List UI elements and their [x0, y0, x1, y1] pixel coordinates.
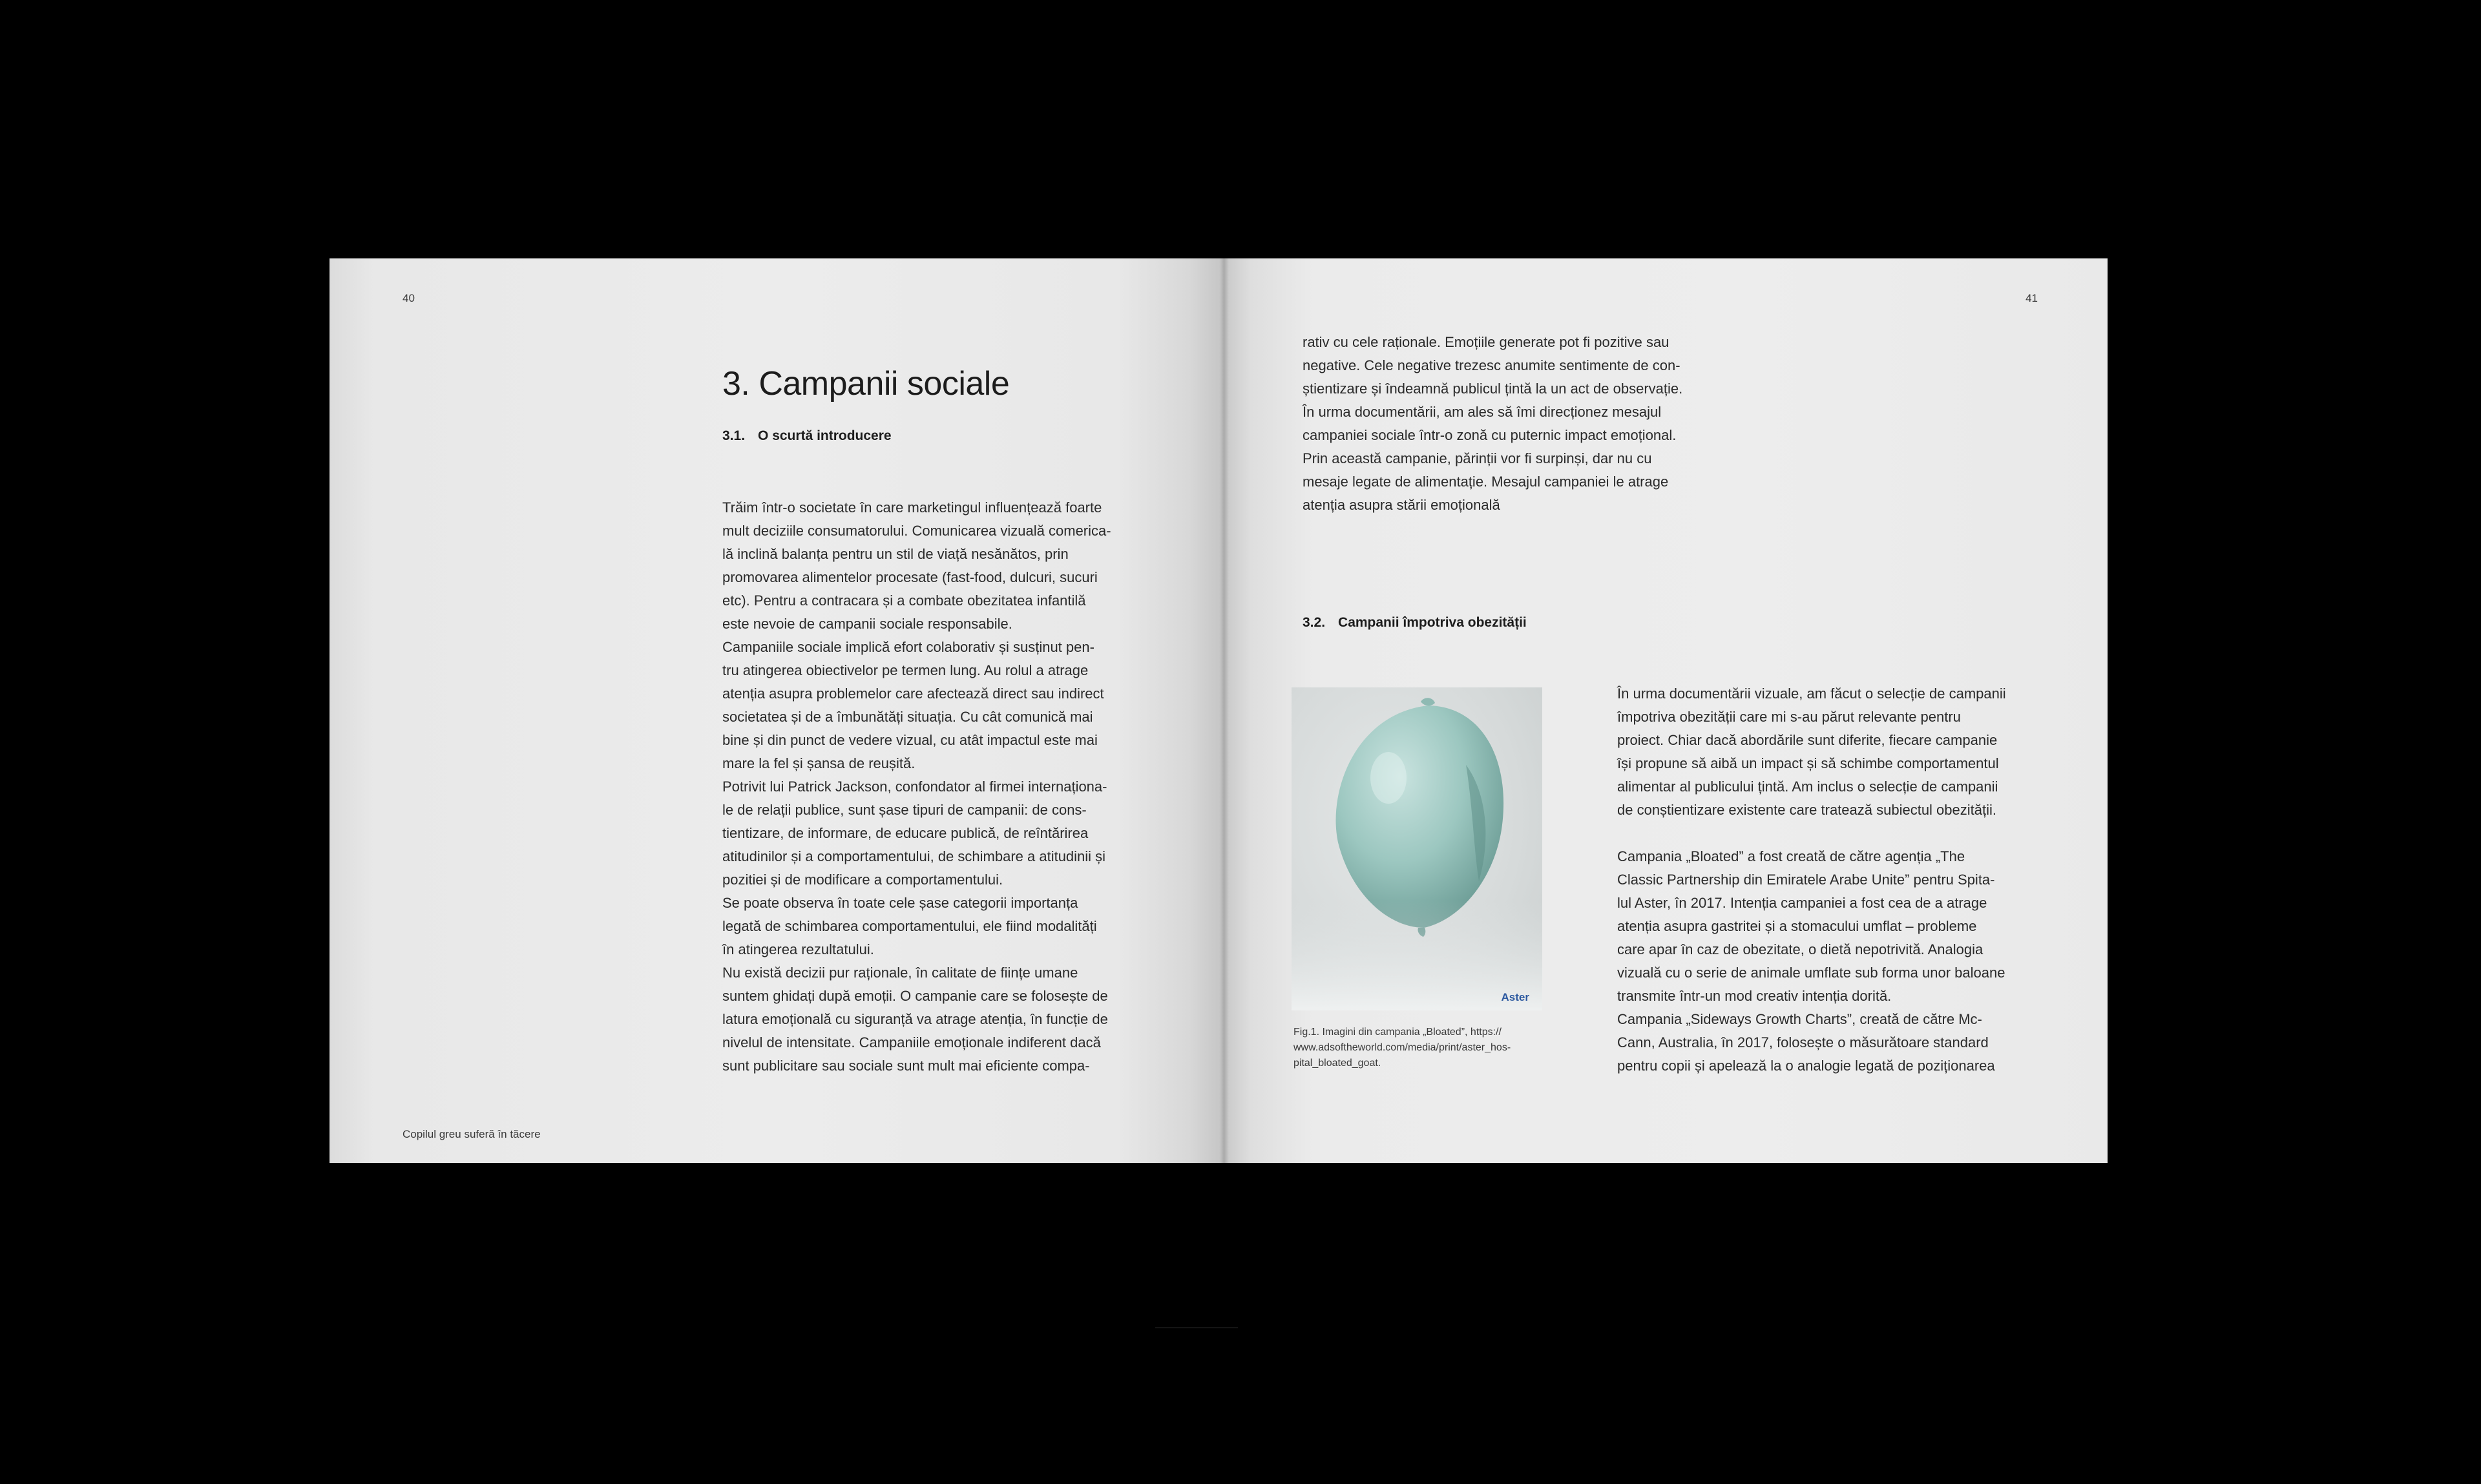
- text-line: Campania „Bloated” a fost creată de către agenția „The: [1617, 848, 1965, 864]
- text-line: împotriva obezității care mi s-au părut relevante pentru: [1617, 709, 1961, 725]
- right-page: [1224, 258, 2108, 1163]
- text-line: etc). Pentru a contracara și a combate obezitatea infantilă: [722, 592, 1086, 609]
- text-line: pentru copii și apelează la o analogie legată de poziționarea: [1617, 1058, 1995, 1074]
- text-line: sunt publicitare sau sociale sunt mult mai eficiente compa-: [722, 1058, 1090, 1074]
- text-line: legată de schimbarea comportamentului, ele fiind modalități: [722, 918, 1097, 934]
- text-line: este nevoie de campanii sociale responsabile.: [722, 616, 1012, 632]
- aster-logo: Aster: [1501, 991, 1529, 1003]
- text-line: proiect. Chiar dacă abordările sunt diferite, fiecare campanie: [1617, 732, 1998, 748]
- page-number-right: 41: [2026, 292, 2038, 304]
- text-line: lul Aster, în 2017. Intenția campaniei a fost cea de a atrage: [1617, 895, 1987, 911]
- text-line: atitudinilor și a comportamentului, de schimbare a atitudinii și: [722, 848, 1106, 864]
- text-line: Se poate observa în toate cele șase categorii importanța: [722, 895, 1078, 911]
- text-line: mult deciziile consumatorului. Comunicarea vizuală comerica-: [722, 523, 1111, 539]
- section-heading-3-1: [722, 428, 892, 444]
- text-line: pozitiei și de modificare a comportamentului.: [722, 872, 1003, 888]
- paragraph-gap: [1617, 822, 2044, 845]
- text-line: transmite într-un mod creativ intenția dorită.: [1617, 988, 1892, 1004]
- text-line: Cann, Australia, în 2017, folosește o măsurătoare standard: [1617, 1034, 1989, 1050]
- text-line: care apar în caz de obezitate, o dietă nepotrivită. Analogia: [1617, 941, 1984, 957]
- section-heading-3-2: [1303, 615, 1527, 631]
- figure-caption: [1293, 1025, 1552, 1071]
- text-line: atenția asupra stării emoțională: [1303, 497, 1500, 513]
- text-line: latura emoțională cu siguranță va atrage atenția, în funcție de: [722, 1011, 1108, 1027]
- text-line: știentizare și îndeamnă publicul țintă la un act de observație.: [1303, 381, 1683, 397]
- text-line: în atingerea rezultatului.: [722, 941, 874, 957]
- text-line: Nu există decizii pur raționale, în calitate de ființe umane: [722, 965, 1078, 981]
- text-line: tientizare, de informare, de educare publică, de reîntărirea: [722, 825, 1089, 841]
- text-line: Trăim într-o societate în care marketingul influențează foarte: [722, 499, 1102, 516]
- text-line: atenția asupra problemelor care afectează direct sau indirect: [722, 685, 1104, 702]
- caption-line: Fig.1. Imagini din campania „Bloated”, https://: [1293, 1027, 1502, 1038]
- caption-line: pital_bloated_goat.: [1293, 1058, 1381, 1069]
- text-line: lă inclină balanța pentru un stil de viață nesănătos, prin: [722, 546, 1069, 562]
- text-line: tru atingerea obiectivelor pe termen lung. Au rolul a atrage: [722, 662, 1089, 678]
- text-line: mesaje legate de alimentație. Mesajul campaniei le atrage: [1303, 474, 1669, 490]
- left-page: [330, 258, 1224, 1163]
- text-line: rativ cu cele raționale. Emoțiile generate pot fi pozitive sau: [1303, 334, 1670, 350]
- running-footer: Copilul greu suferă în tăcere: [403, 1128, 541, 1140]
- body-text-right-top: [1303, 331, 1729, 517]
- section-number: 3.1.: [722, 428, 746, 443]
- page-number-left: 40: [403, 292, 415, 304]
- text-line: vizuală cu o serie de animale umflate sub forma unor baloane: [1617, 965, 2005, 981]
- text-line: alimentar al publicului țintă. Am inclus o selecție de campanii: [1617, 779, 1998, 795]
- book-gutter: [1220, 258, 1229, 1163]
- body-text-right-bottom: [1617, 682, 2044, 1078]
- text-line: bine și din punct de vedere vizual, cu atât impactul este mai: [722, 732, 1098, 748]
- text-line: nivelul de intensitate. Campaniile emoționale indiferent dacă: [722, 1034, 1101, 1050]
- text-line: societatea și de a îmbunătăți situația. Cu cât comunică mai: [722, 709, 1093, 725]
- text-line: mare la fel și șansa de reușită.: [722, 755, 916, 771]
- text-line: de conștientizare existente care tratează subiectul obezității.: [1617, 802, 1996, 818]
- text-line: În urma documentării vizuale, am făcut o selecție de campanii: [1617, 685, 2006, 702]
- text-line: În urma documentării, am ales să îmi direcționez mesajul: [1303, 404, 1662, 420]
- book-spread: [330, 258, 2108, 1163]
- text-line: Classic Partnership din Emiratele Arabe Unite” pentru Spita-: [1617, 872, 1995, 888]
- text-line: atenția asupra gastritei și a stomacului umflat – probleme: [1617, 918, 1977, 934]
- caption-line: www.adsoftheworld.com/media/print/aster_hos-: [1293, 1042, 1511, 1053]
- text-line: Campaniile sociale implică efort colaborativ și susținut pen-: [722, 639, 1094, 655]
- text-line: își propune să aibă un impact și să schimbe comportamentul: [1617, 755, 1999, 771]
- section-number: 3.2.: [1303, 615, 1326, 630]
- text-line: suntem ghidați după emoții. O campanie care se folosește de: [722, 988, 1108, 1004]
- text-line: Potrivit lui Patrick Jackson, confondator al firmei internaționa-: [722, 779, 1107, 795]
- decorative-line: [1155, 1327, 1238, 1328]
- chapter-title: 3. Campanii sociale: [722, 365, 1010, 402]
- text-line: Prin această campanie, părinții vor fi surpinși, dar nu cu: [1303, 450, 1652, 466]
- text-line: campaniei sociale într-o zonă cu puternic impact emoțional.: [1303, 427, 1677, 443]
- campaign-image-bloated-balloon: [1292, 687, 1542, 1010]
- section-title: O scurtă introducere: [758, 428, 892, 443]
- text-line: negative. Cele negative trezesc anumite sentimente de con-: [1303, 357, 1680, 373]
- balloon-illustration: [1292, 687, 1542, 1010]
- body-text-left: [722, 496, 1149, 1078]
- section-title: Campanii împotriva obezității: [1338, 615, 1527, 630]
- text-line: promovarea alimentelor procesate (fast-food, dulcuri, sucuri: [722, 569, 1098, 585]
- text-line: Campania „Sideways Growth Charts”, creată de către Mc-: [1617, 1011, 1982, 1027]
- text-line: le de relații publice, sunt șase tipuri de campanii: de cons-: [722, 802, 1087, 818]
